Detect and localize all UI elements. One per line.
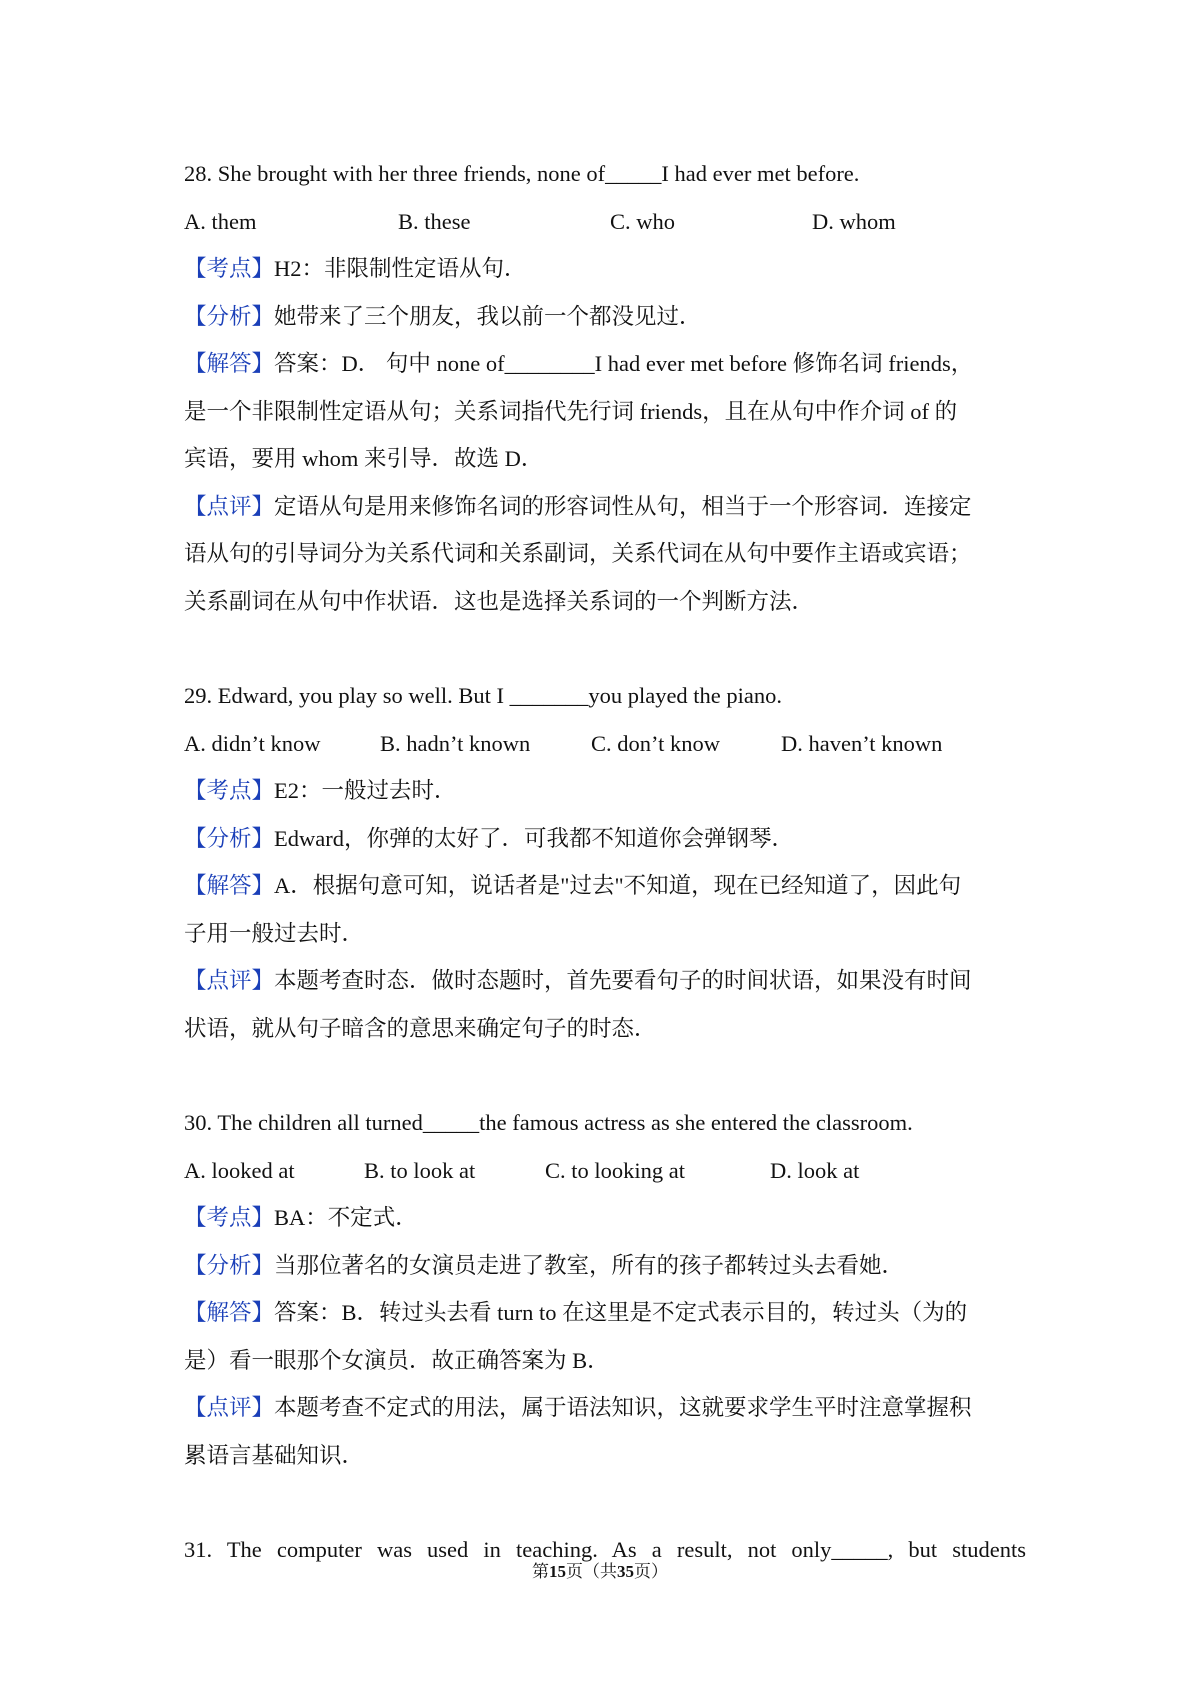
- jieda-line: [184, 1289, 1026, 1337]
- option-c: C. don’t know: [591, 730, 720, 756]
- fenxi-tag: 【分析】: [184, 825, 275, 851]
- dianping-text: 本题考查时态．做时态题时，首先要看句子的时间状语，如果没有时间: [274, 968, 972, 993]
- option-c: C. to looking at: [545, 1157, 685, 1183]
- jieda-continuation: 是一个非限制性定语从句；关系词指代先行词 friends，且在从句中作介词 of 的: [184, 398, 958, 424]
- options-row: [184, 1147, 1026, 1195]
- dianping-continuation: 状语，就从句子暗含的意思来确定句子的时态．: [184, 1015, 657, 1041]
- option-c: C. who: [610, 208, 676, 234]
- jieda-text: 答案：B．转过头去看 turn to 在这里是不定式表示目的，转过头（为的: [274, 1300, 968, 1325]
- jieda-tag: 【解答】: [184, 351, 275, 376]
- dianping-text: 本题考查不定式的用法，属于语法知识，这就要求学生平时注意掌握积: [274, 1395, 972, 1420]
- fenxi-text: 当那位著名的女演员走进了教室，所有的孩子都转过头去看她．: [274, 1252, 905, 1278]
- question-stem: 28. She brought with her three friends, none of_____I had ever met before.: [184, 161, 860, 186]
- kaodian-line: [184, 1194, 1026, 1242]
- options-row: [184, 198, 1026, 246]
- jieda-continuation: 是）看一眼那个女演员．故正确答案为 B．: [184, 1347, 610, 1373]
- footer-page-number: 15: [549, 1562, 566, 1581]
- footer-total-pages: 35: [617, 1562, 634, 1581]
- kaodian-text: E2：一般过去时．: [274, 778, 457, 803]
- kaodian-tag: 【考点】: [184, 1205, 275, 1230]
- dianping-line: [184, 483, 1026, 531]
- jieda-continuation: 宾语，要用 whom 来引导．故选 D．: [184, 446, 544, 471]
- dianping-continuation: 语从句的引导词分为关系代词和关系副词，关系代词在从句中要作主语或宾语；: [184, 541, 972, 566]
- kaodian-line: [184, 245, 1026, 293]
- option-b: B. hadn’t known: [380, 730, 531, 756]
- dianping-tag: 【点评】: [184, 968, 275, 993]
- question-28: [184, 150, 1026, 625]
- kaodian-tag: 【考点】: [184, 256, 275, 281]
- fenxi-line: [184, 1242, 1026, 1290]
- jieda-line: [184, 340, 1026, 388]
- kaodian-line: [184, 767, 1026, 815]
- kaodian-text: BA：不定式．: [274, 1205, 418, 1230]
- fenxi-text: Edward，你弹的太好了．可我都不知道你会弹钢琴．: [274, 825, 794, 851]
- jieda-continuation: 子用一般过去时．: [184, 920, 365, 946]
- question-stem: 29. Edward, you play so well. But I _______you played the piano.: [184, 683, 783, 708]
- jieda-line: [184, 862, 1026, 910]
- option-d: D. haven’t known: [781, 730, 943, 756]
- question-29: [184, 672, 1026, 1052]
- footer-suffix: 页）: [634, 1562, 668, 1581]
- kaodian-text: H2：非限制性定语从句．: [274, 256, 527, 281]
- question-stem: 30. The children all turned_____the famous actress as she entered the classroom.: [184, 1110, 913, 1135]
- dianping-tag: 【点评】: [184, 493, 275, 519]
- fenxi-line: [184, 815, 1026, 863]
- jieda-text: A．根据句意可知，说话者是"过去"不知道，现在已经知道了，因此句: [274, 873, 962, 898]
- question-31-stem: 31. The computer was used in teaching. As a result, not only_____, but students: [184, 1537, 1026, 1562]
- option-a: A. looked at: [184, 1157, 295, 1183]
- question-30: [184, 1099, 1026, 1479]
- fenxi-text: 她带来了三个朋友，我以前一个都没见过．: [274, 303, 702, 329]
- dianping-line: [184, 1384, 1026, 1432]
- fenxi-line: [184, 293, 1026, 341]
- footer-middle: 页（共: [566, 1562, 617, 1581]
- option-d: D. whom: [812, 208, 896, 234]
- page-content: [184, 150, 1026, 1574]
- option-a: A. them: [184, 208, 257, 234]
- option-b: B. these: [398, 208, 471, 234]
- option-a: A. didn’t know: [184, 730, 321, 756]
- dianping-continuation: 关系副词在从句中作状语．这也是选择关系词的一个判断方法．: [184, 588, 815, 614]
- jieda-text: 答案：D． 句中 none of________I had ever met before 修饰名词 friends，: [274, 351, 974, 376]
- options-row: [184, 720, 1026, 768]
- dianping-text: 定语从句是用来修饰名词的形容词性从句，相当于一个形容词．连接定: [274, 493, 972, 519]
- dianping-line: [184, 957, 1026, 1005]
- option-d: D. look at: [770, 1157, 860, 1183]
- option-b: B. to look at: [364, 1157, 476, 1183]
- fenxi-tag: 【分析】: [184, 303, 275, 329]
- dianping-tag: 【点评】: [184, 1395, 275, 1420]
- dianping-continuation: 累语言基础知识．: [184, 1442, 365, 1468]
- fenxi-tag: 【分析】: [184, 1252, 275, 1278]
- jieda-tag: 【解答】: [184, 873, 275, 898]
- page-footer: [0, 1560, 1200, 1584]
- footer-prefix: 第: [532, 1562, 549, 1581]
- kaodian-tag: 【考点】: [184, 778, 275, 803]
- jieda-tag: 【解答】: [184, 1300, 275, 1325]
